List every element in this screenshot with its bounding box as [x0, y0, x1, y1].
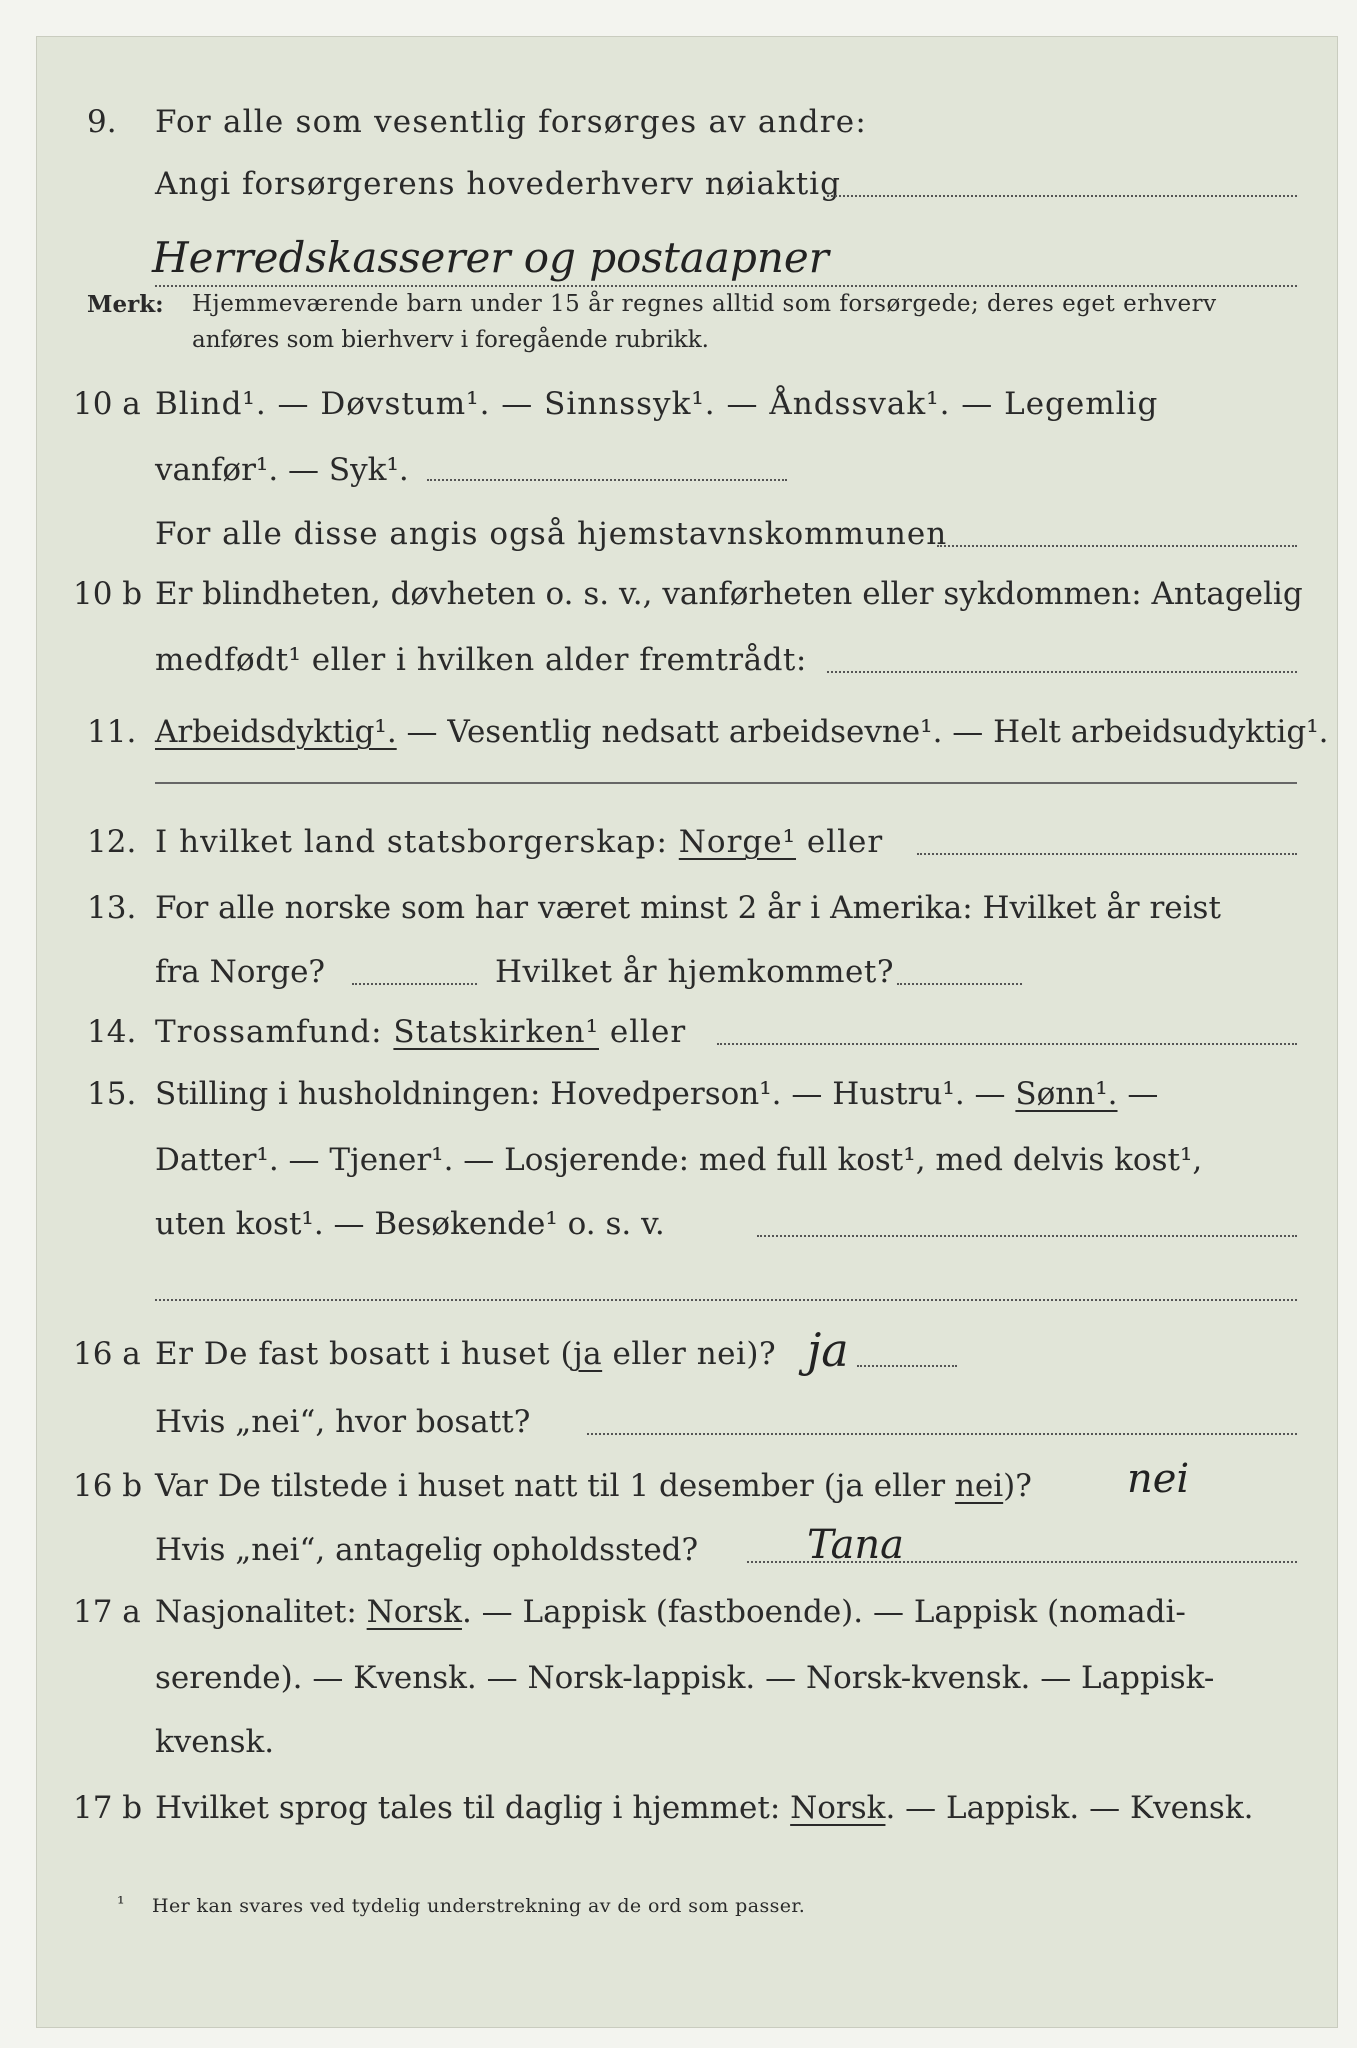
- q16a-line1-post: eller nei)?: [602, 1336, 777, 1372]
- q9-handwritten-answer: Herredskasserer og postaapner: [152, 233, 829, 282]
- q16b-handwritten-answer1: nei: [1127, 1456, 1190, 1502]
- q16b-line2-dots: [747, 1561, 1297, 1563]
- q17b-number: 17 b: [73, 1790, 143, 1826]
- q16b-number: 16 b: [73, 1468, 143, 1504]
- q11-rest: — Vesentlig nedsatt arbeidsevne¹. — Helt arbeidsudyktig¹.: [396, 714, 1329, 750]
- q9-answer-dots: [155, 285, 1297, 287]
- q17b-line: [155, 1790, 1254, 1826]
- q13-line2b-dots: [897, 983, 1022, 985]
- q13-line2a-dots: [352, 983, 477, 985]
- q17a-line2: serende). — Kvensk. — Norsk-lappisk. — Norsk-kvensk. — Lappisk-: [155, 1660, 1215, 1696]
- q15-answer-dots: [155, 1299, 1297, 1301]
- q11-number: 11.: [87, 714, 137, 750]
- q14-number: 14.: [87, 1014, 137, 1050]
- q10a-line1: Blind¹. — Døvstum¹. — Sinnssyk¹. — Åndssvak¹. — Legemlig: [155, 386, 1159, 422]
- q17b-post: . — Lappisk. — Kvensk.: [885, 1790, 1254, 1826]
- q13-line2b: Hvilket år hjemkommet?: [495, 954, 894, 990]
- q16b-line1-post: )?: [1003, 1468, 1032, 1504]
- q12-number: 12.: [87, 824, 137, 860]
- q17b-underlined-option: Norsk: [790, 1790, 886, 1826]
- q10b-line2-dots: [827, 671, 1297, 673]
- q15-number: 15.: [87, 1076, 137, 1112]
- q9-line2: Angi forsørgerens hovederhverv nøiaktig: [155, 166, 841, 202]
- q9-number: 9.: [87, 104, 117, 140]
- q11-answer-rule: [155, 782, 1297, 784]
- q16a-underlined-option: ja: [573, 1336, 603, 1372]
- q17b-pre: Hvilket sprog tales til daglig i hjemmet:: [155, 1790, 791, 1826]
- q16a-line1-pre: Er De fast bosatt i huset (: [155, 1336, 574, 1372]
- q9-merk-line2: anføres som bierhverv i foregående rubrikk.: [192, 327, 709, 353]
- q17a-line1-post: . — Lappisk (fastboende). — Lappisk (nomadi-: [461, 1594, 1186, 1630]
- q14-post: eller: [599, 1014, 687, 1050]
- q10b-number: 10 b: [73, 576, 143, 612]
- q16b-handwritten-answer2: Tana: [807, 1522, 905, 1568]
- q16a-line1-dots: [857, 1365, 957, 1367]
- q10a-line3: For alle disse angis også hjemstavnskommunen: [155, 516, 948, 552]
- q17a-underlined-option: Norsk: [366, 1594, 462, 1630]
- q17a-line1-pre: Nasjonalitet:: [155, 1594, 367, 1630]
- footnote-mark: ¹: [117, 1893, 125, 1915]
- q9-line1: For alle som vesentlig forsørges av andre:: [155, 104, 867, 140]
- q15-line1-pre: Stilling i husholdningen: Hovedperson¹. — Hustru¹. —: [155, 1076, 1016, 1112]
- q15-line1-post: —: [1117, 1076, 1159, 1112]
- q14-underlined-option: Statskirken¹: [393, 1014, 599, 1050]
- q12-pre: I hvilket land statsborgerskap:: [155, 824, 679, 860]
- q12-post: eller: [796, 824, 884, 860]
- footnote-text: Her kan svares ved tydelig understrekning av de ord som passer.: [152, 1895, 806, 1917]
- q10a-line2-dots: [427, 479, 787, 481]
- q16b-line2: Hvis „nei“, antagelig opholdssted?: [155, 1532, 699, 1568]
- q15-underlined-option: Sønn¹.: [1015, 1076, 1118, 1112]
- q13-number: 13.: [87, 890, 137, 926]
- q10b-line2: medfødt¹ eller i hvilken alder fremtrådt:: [155, 642, 807, 678]
- q16a-line2: Hvis „nei“, hvor bosatt?: [155, 1404, 531, 1440]
- census-form-page: [36, 36, 1338, 2028]
- q17a-number: 17 a: [73, 1594, 141, 1630]
- q16a-number: 16 a: [73, 1336, 141, 1372]
- q13-line2a: fra Norge?: [155, 954, 326, 990]
- q10a-line3-dots: [937, 545, 1297, 547]
- q14-dots: [717, 1043, 1297, 1045]
- q16b-line1: [155, 1468, 1032, 1504]
- q10b-line1: Er blindheten, døvheten o. s. v., vanførheten eller sykdommen: Antagelig: [155, 576, 1303, 612]
- q15-line3-dots: [757, 1235, 1297, 1237]
- q17a-line1: [155, 1594, 1186, 1630]
- q16b-line1-pre: Var De tilstede i huset natt til 1 desember (ja eller: [155, 1468, 955, 1504]
- q11-underlined-option: Arbeidsdyktig¹.: [155, 714, 397, 750]
- q10a-number: 10 a: [73, 386, 141, 422]
- q16b-underlined-option: nei: [954, 1468, 1004, 1504]
- q13-line1: For alle norske som har været minst 2 år i Amerika: Hvilket år reist: [155, 890, 1221, 926]
- q12-line: [155, 824, 884, 860]
- q16a-line1: [155, 1336, 777, 1372]
- q9-merk-line1: Hjemmeværende barn under 15 år regnes alltid som forsørgede; deres eget erhverv: [192, 291, 1217, 317]
- q11-line: [155, 714, 1329, 750]
- q9-line2-dots: [827, 195, 1297, 197]
- q12-dots: [917, 853, 1297, 855]
- q10a-line2: vanfør¹. — Syk¹.: [155, 452, 409, 488]
- q16a-handwritten-answer: ja: [807, 1323, 849, 1377]
- q14-line: [155, 1014, 687, 1050]
- q16a-line2-dots: [587, 1433, 1297, 1435]
- q15-line3: uten kost¹. — Besøkende¹ o. s. v.: [155, 1206, 665, 1242]
- q9-merk-label: Merk:: [87, 291, 164, 318]
- q14-pre: Trossamfund:: [155, 1014, 394, 1050]
- q12-underlined-option: Norge¹: [678, 824, 797, 860]
- q15-line1: [155, 1076, 1159, 1112]
- q17a-line3: kvensk.: [155, 1724, 275, 1760]
- q15-line2: Datter¹. — Tjener¹. — Losjerende: med full kost¹, med delvis kost¹,: [155, 1142, 1203, 1178]
